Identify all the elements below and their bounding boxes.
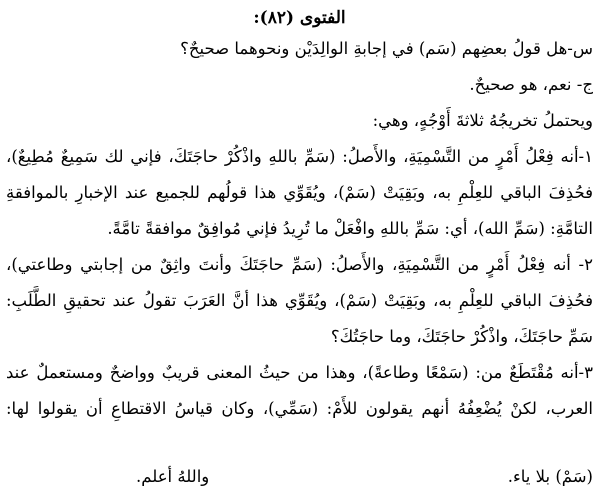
fatwa-title: الفتوى (٨٢): [253, 8, 346, 28]
body-line: فحُذِفَ الباقي للعِلْمِ به، وبَقِيَتْ (سَمْ)، ويُقَوِّي هذا قولُهم للجميع عند الإخبارِ بالموافقةِ [6, 183, 593, 202]
intro-line: ويحتملُ تخريجُهُ ثلاثةَ أَوْجُهٍ، وهي: [372, 111, 593, 130]
closing-line [6, 462, 593, 494]
body-line: ٣-أنه مُقْتَطَعٌ من: (سَمْعًا وطاعةً)، وهذا من حيثُ المعنى قريبٌ وواضحٌ ومستعملٌ عند [6, 363, 593, 382]
body-line: (سَمْ) بلا ياء. [507, 467, 593, 486]
body-line: التامَّةِ: (سَمِّ الله)، أي: سَمِّ باللهِ وافْعَلْ ما تُرِيدُ فإني مُوافِقٌ موافقةً تامَّةً. [107, 219, 593, 238]
body-line: فحُذِفَ الباقي للعِلْمِ به، وبَقِيَتْ (سَمْ)، ويُقَوِّي هذا أنَّ العَرَبَ تقولُ عند تحقيقِ الطَّلَبِ: [6, 291, 593, 310]
body-line: العرب، لكنْ يُضْعِفُهُ أنهم يقولون للأَمْ: (سَمِّي)، وكان قياسُ الاقتطاعِ أن يقولوا لها: [6, 399, 593, 418]
closing-phrase: واللهُ أعلم. [136, 467, 210, 486]
body-line: سَمِّ حاجَتَكَ، واذْكُرْ حاجَتَكَ، وما حاجَتُكَ؟ [330, 327, 593, 346]
answer-line: ج- نعم، هو صحيحٌ. [469, 75, 593, 94]
question-line: س-هل قولُ بعضِهم (سَم) في إجابةِ الوالِدَيْن ونحوهما صحيحٌ؟ [180, 39, 593, 58]
body-line: ١-أنه فِعْلُ أَمْرٍ من التَّسْمِيَةِ، والأَصلُ: (سَمِّ باللهِ واذْكُرْ حاجَتَكَ، فإني لك سَمِيعٌ مُطِيعٌ)، [6, 147, 593, 166]
body-line: ٢- أنه فِعْلُ أَمْرٍ من التَّسْمِيَةِ، والأَصلُ: (سَمِّ حاجَتَكَ وأنتَ واثِقٌ من إجابتي وطاعتي)، [6, 255, 593, 274]
